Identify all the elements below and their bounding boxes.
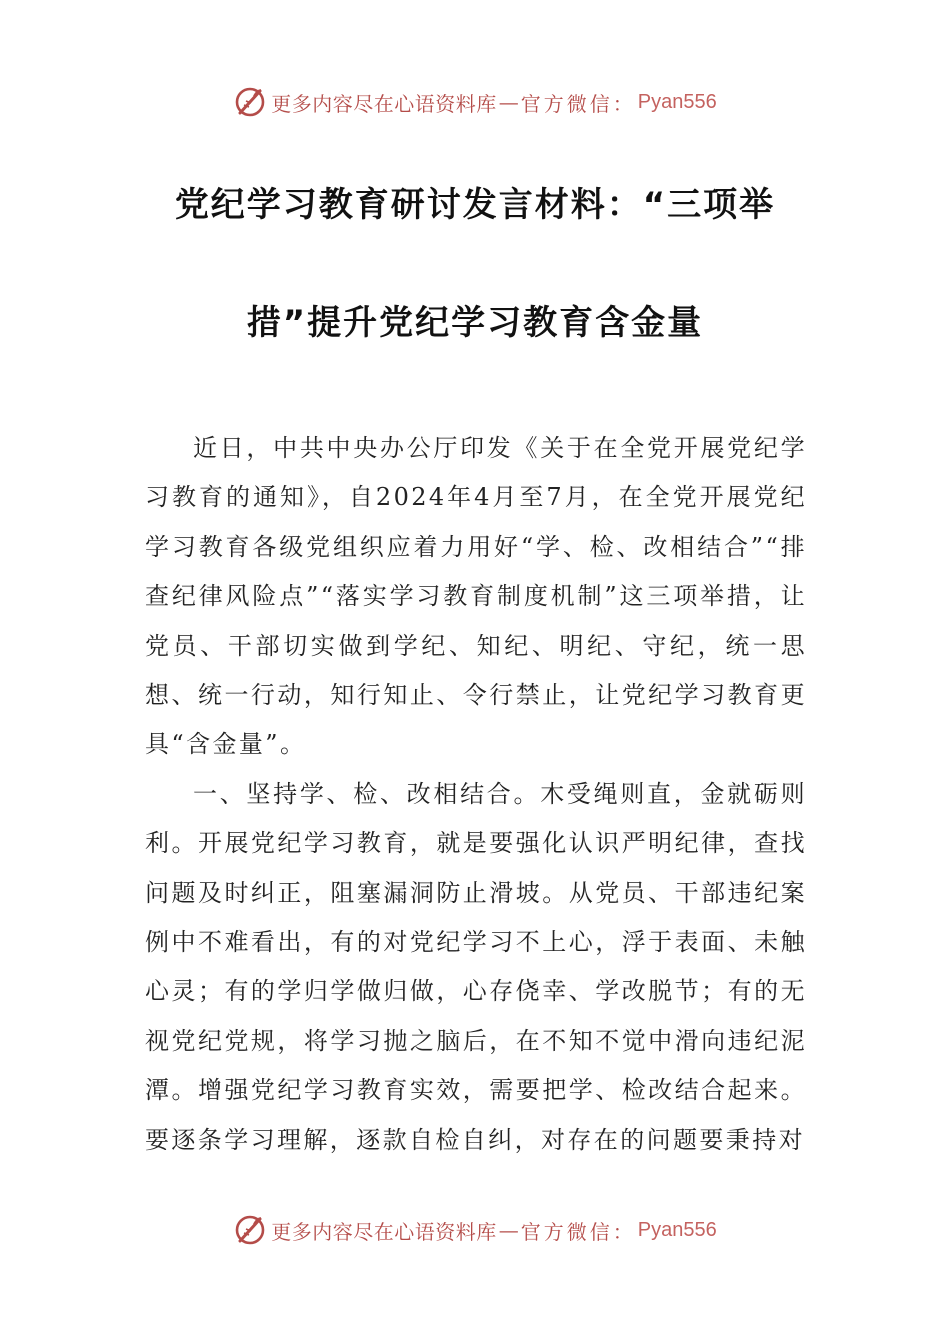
paragraph-section-one: 一、坚持学、检、改相结合。木受绳则直，金就砺则利。开展党纪学习教育，就是要强化认识严明纪律，查找问题及时纠正，阻塞漏洞防止滑坡。从党员、干部违纪案例中不难看出，有的对党纪学习不上心，浮于表面、未触心灵；有的学归学做归做，心存侥幸、学改脱节；有的无视党纪党规，将学习抛之脑后，在不知不觉中滑向违纪泥潭。增强党纪学习教育实效，需要把学、检改结合起来。要逐条学习理解，逐款自检自纠，对存在的问题要秉持对 (145, 779, 807, 1154)
watermark-wechat-id: Pyan556 (637, 90, 717, 113)
watermark-wechat-label: 官方微信： (520, 1219, 636, 1244)
document-title-line-2: 措”提升党纪学习教育含金量 (246, 303, 704, 343)
watermark-banner-bottom (0, 1210, 950, 1250)
document-title-line-1: 党纪学习教育研讨发言材料：“三项举 (174, 185, 776, 225)
quill-logo-icon (233, 85, 267, 119)
watermark-brand-text: 更多内容尽在心语资料库 (271, 1219, 497, 1244)
watermark-banner-top (0, 82, 950, 122)
quill-logo-icon (233, 1213, 267, 1247)
paragraph-intro: 近日，中共中央办公厅印发《关于在全党开展党纪学习教育的通知》，自2024年4月至7月，在全党开展党纪学习教育各级党组织应着力用好“学、检、改相结合”“排查纪律风险点”“落实学习教育制度机制”这三项举措，让党员、干部切实做到学纪、知纪、明纪、守纪，统一思想、统一行动，知行知止、令行禁止，让党纪学习教育更具“含金量”。 (145, 434, 807, 759)
watermark-separator: — (498, 1218, 519, 1242)
watermark-wechat-label: 官方微信： (520, 91, 636, 116)
document-body (145, 424, 807, 1165)
watermark-wechat-id: Pyan556 (637, 1218, 717, 1241)
watermark-brand-text: 更多内容尽在心语资料库 (271, 91, 497, 116)
watermark-separator: — (498, 90, 519, 114)
